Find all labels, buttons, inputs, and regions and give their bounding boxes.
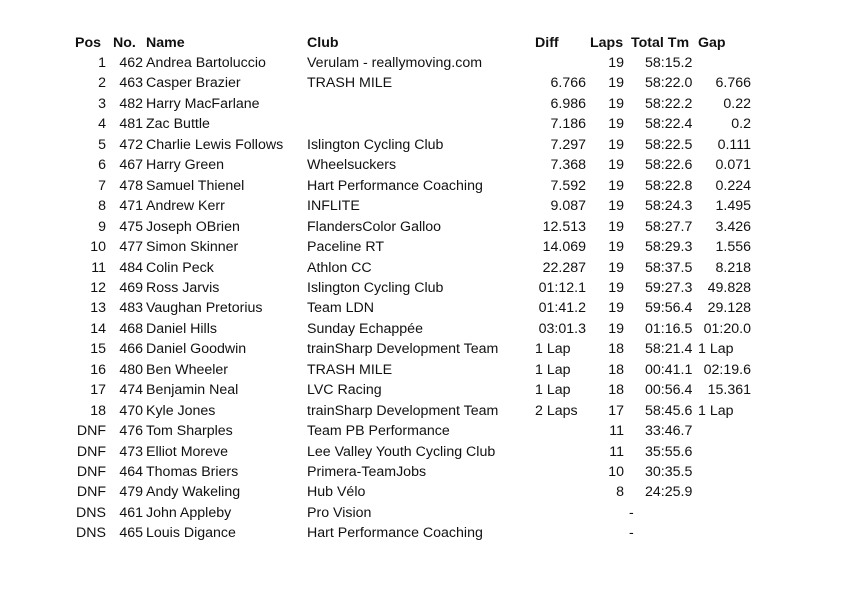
cell-club: Islington Cycling Club [307,136,444,153]
cell-laps: 18 [608,382,624,399]
header-no: No. [113,35,136,51]
cell-gap: 1 Lap [698,402,734,419]
table-row [0,73,864,93]
cell-no: 476 [119,423,143,440]
cell-no: 478 [119,177,143,194]
cell-name: Kyle Jones [146,402,216,419]
table-header [0,33,864,53]
cell-club: Hart Performance Coaching [307,525,483,542]
table-row [0,258,864,278]
cell-laps: 11 [609,443,624,460]
table-row [0,217,864,237]
cell-diff: 9.087 [550,198,586,215]
cell-no: 463 [119,75,143,92]
cell-gap: 1.556 [715,239,751,256]
cell-pos: 9 [98,218,106,235]
cell-club: Lee Valley Youth Cycling Club [307,443,496,460]
cell-diff: 7.297 [550,136,586,153]
cell-no: 464 [119,464,143,480]
cell-total: 58:22.5 [645,136,693,153]
cell-name: Harry MacFarlane [146,95,260,112]
cell-name: Harry Green [146,157,225,174]
cell-total: 00:41.1 [645,361,693,378]
cell-name: Elliot Moreve [146,443,229,460]
cell-diff: 7.186 [550,116,586,133]
cell-laps: 19 [608,300,624,317]
cell-name: Casper Brazier [146,75,241,92]
cell-pos: 17 [90,382,106,399]
cell-pos: DNF [76,443,106,460]
cell-name: Daniel Goodwin [146,341,247,358]
cell-club: FlandersColor Galloo [307,218,442,235]
cell-name: Charlie Lewis Follows [146,136,284,153]
cell-name: Andrew Kerr [146,198,225,215]
cell-pos: 8 [98,198,106,215]
table-row [0,298,864,318]
cell-club: LVC Racing [307,382,382,399]
cell-no: 465 [119,525,143,542]
cell-laps: 10 [608,464,624,480]
cell-no: 481 [119,116,143,133]
table-row [0,196,864,216]
cell-club: Athlon CC [307,259,372,276]
cell-total: 58:22.6 [645,157,693,174]
header-gap: Gap [698,35,726,51]
cell-diff: 01:12.1 [538,279,586,296]
cell-diff: 22.287 [542,259,586,276]
table-row [0,421,864,441]
cell-club: TRASH MILE [307,75,393,92]
cell-diff: 2 Laps [535,402,578,419]
cell-laps: 19 [608,259,624,276]
cell-total: 58:22.8 [645,177,693,194]
cell-gap: 0.111 [717,136,751,153]
cell-name: Colin Peck [146,259,214,276]
cell-club: Verulam - reallymoving.com [307,55,483,71]
cell-no: 468 [119,320,143,337]
cell-laps: 18 [608,341,624,358]
cell-diff: 6.766 [550,75,586,92]
cell-gap: 0.224 [715,177,751,194]
cell-no: 475 [119,218,143,235]
cell-pos: 13 [90,300,106,317]
cell-pos: 3 [98,95,106,112]
cell-name: Andrea Bartoluccio [146,55,266,71]
cell-gap: 6.766 [715,75,751,92]
cell-name: Tom Sharples [146,423,233,440]
table-row [0,319,864,339]
cell-name: Andy Wakeling [146,484,241,501]
cell-no: 470 [119,402,143,419]
header-name: Name [146,35,185,51]
cell-name: Ross Jarvis [146,279,220,296]
cell-gap: 15.361 [707,382,751,399]
cell-total: 00:56.4 [645,382,693,399]
cell-no: 482 [119,95,143,112]
cell-no: 479 [119,484,143,501]
cell-name: Samuel Thienel [146,177,245,194]
cell-club: Team PB Performance [307,423,450,440]
cell-club: Primera-TeamJobs [307,464,427,480]
table-row [0,462,864,482]
header-club: Club [307,35,339,51]
cell-club: INFLITE [307,198,360,215]
cell-laps: 19 [608,320,624,337]
cell-diff: 03:01.3 [538,320,586,337]
cell-laps: 17 [608,402,624,419]
table-row [0,380,864,400]
cell-diff: 1 Lap [535,382,571,399]
cell-pos: DNS [76,525,106,542]
cell-club: Pro Vision [307,504,372,521]
cell-no: 467 [119,157,143,174]
cell-laps: 19 [608,116,624,133]
cell-no: 473 [119,443,143,460]
cell-total: - [629,525,634,542]
cell-pos: 2 [98,75,106,92]
cell-pos: 15 [90,341,106,358]
cell-total: 58:15.2 [645,55,693,71]
cell-club: trainSharp Development Team [307,341,499,358]
cell-laps: 19 [608,279,624,296]
cell-club: Paceline RT [307,239,385,256]
table-row [0,442,864,462]
cell-total: 58:27.7 [645,218,693,235]
cell-name: Joseph OBrien [146,218,240,235]
cell-pos: 7 [98,177,106,194]
cell-gap: 8.218 [715,259,751,276]
cell-total: 59:27.3 [645,279,693,296]
cell-laps: 8 [616,484,624,501]
cell-gap: 01:20.0 [703,320,751,337]
cell-gap: 49.828 [707,279,751,296]
cell-pos: 4 [98,116,106,133]
cell-pos: DNS [76,504,106,521]
cell-pos: 11 [91,259,106,276]
cell-pos: 16 [90,361,106,378]
table-row [0,176,864,196]
cell-no: 480 [119,361,143,378]
cell-total: 58:24.3 [645,198,693,215]
cell-no: 462 [119,55,143,71]
cell-total: - [629,504,634,521]
cell-laps: 18 [608,361,624,378]
cell-laps: 19 [608,55,624,71]
cell-no: 461 [119,504,143,521]
table-row [0,278,864,298]
cell-laps: 19 [608,218,624,235]
cell-pos: 10 [90,239,106,256]
cell-name: Simon Skinner [146,239,239,256]
header-total-time: Total Tm [631,35,690,51]
cell-no: 474 [119,382,143,399]
cell-diff: 6.986 [550,95,586,112]
cell-gap: 3.426 [715,218,751,235]
cell-name: Daniel Hills [146,320,217,337]
table-row [0,53,864,73]
cell-club: Hub Vélo [307,484,366,501]
cell-pos: DNF [76,464,106,480]
cell-total: 58:37.5 [645,259,693,276]
cell-gap: 02:19.6 [703,361,751,378]
cell-laps: 19 [608,95,624,112]
cell-no: 483 [119,300,143,317]
table-row [0,401,864,421]
header-diff: Diff [535,35,559,51]
cell-total: 24:25.9 [645,484,693,501]
cell-club: Sunday Echappée [307,320,423,337]
cell-laps: 19 [608,198,624,215]
cell-name: Ben Wheeler [146,361,229,378]
cell-club: TRASH MILE [307,361,393,378]
cell-name: Zac Buttle [146,116,210,133]
cell-total: 01:16.5 [645,320,693,337]
cell-gap: 0.2 [731,116,751,133]
cell-name: Benjamin Neal [146,382,239,399]
cell-total: 58:22.2 [645,95,693,112]
cell-no: 471 [119,198,143,215]
cell-club: Wheelsuckers [307,157,397,174]
cell-total: 58:45.6 [645,402,693,419]
cell-gap: 1.495 [715,198,751,215]
cell-club: trainSharp Development Team [307,402,499,419]
table-row [0,237,864,257]
table-row [0,94,864,114]
table-row [0,135,864,155]
cell-total: 58:29.3 [645,239,693,256]
cell-club: Islington Cycling Club [307,279,444,296]
cell-pos: 5 [98,136,106,153]
cell-pos: DNF [76,484,106,501]
cell-laps: 19 [608,136,624,153]
table-row [0,482,864,502]
cell-total: 58:22.0 [645,75,693,92]
table-row [0,523,864,543]
cell-club: Team LDN [307,300,375,317]
cell-pos: DNF [76,423,106,440]
cell-pos: 12 [90,279,106,296]
cell-gap: 29.128 [707,300,751,317]
cell-no: 477 [119,239,143,256]
cell-no: 466 [119,341,143,358]
table-row [0,155,864,175]
cell-diff: 12.513 [542,218,586,235]
cell-total: 35:55.6 [645,443,693,460]
cell-diff: 1 Lap [535,341,571,358]
cell-pos: 14 [90,320,106,337]
table-row [0,503,864,523]
cell-diff: 01:41.2 [538,300,586,317]
cell-pos: 18 [90,402,106,419]
cell-total: 58:22.4 [645,116,693,133]
cell-name: John Appleby [146,504,232,521]
cell-name: Thomas Briers [146,464,239,480]
cell-laps: 19 [608,75,624,92]
cell-no: 469 [119,279,143,296]
cell-gap: 0.071 [715,157,751,174]
cell-pos: 1 [98,55,106,71]
header-laps: Laps [590,35,624,51]
table-row [0,114,864,134]
cell-no: 484 [119,259,143,276]
cell-name: Vaughan Pretorius [146,300,263,317]
cell-laps: 19 [608,177,624,194]
cell-laps: 19 [608,157,624,174]
cell-pos: 6 [98,157,106,174]
cell-total: 58:21.4 [645,341,693,358]
cell-diff: 14.069 [542,239,586,256]
cell-no: 472 [119,136,143,153]
cell-diff: 1 Lap [535,361,571,378]
cell-gap: 1 Lap [698,341,734,358]
cell-diff: 7.368 [550,157,586,174]
header-pos: Pos [75,35,102,51]
cell-name: Louis Digance [146,525,236,542]
cell-total: 30:35.5 [645,464,693,480]
cell-gap: 0.22 [723,95,751,112]
table-row [0,360,864,380]
cell-diff: 7.592 [550,177,586,194]
cell-laps: 19 [608,239,624,256]
table-row [0,339,864,359]
cell-club: Hart Performance Coaching [307,177,483,194]
cell-total: 33:46.7 [645,423,693,440]
cell-laps: 11 [609,423,624,440]
cell-total: 59:56.4 [645,300,693,317]
